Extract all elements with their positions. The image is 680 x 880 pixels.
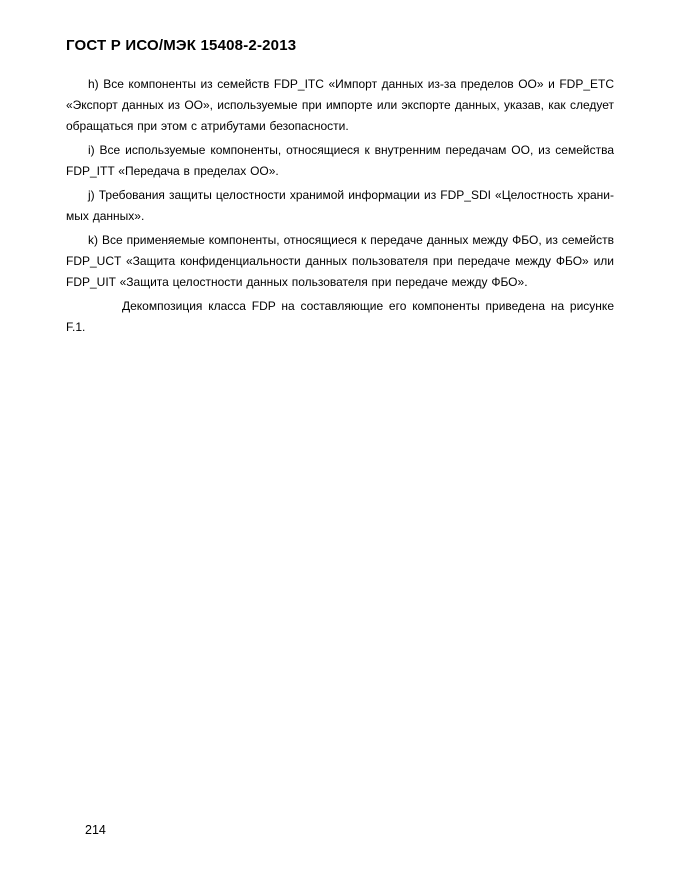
paragraph-decomposition-note: Декомпозиция класса FDP на составляющие его компоненты приведена на рисунке F.1. <box>66 299 614 334</box>
document-title-header: ГОСТ Р ИСО/МЭК 15408-2-2013 <box>66 37 297 54</box>
paragraph-item-h: h) Все компоненты из семейств FDP_ITC «Импорт данных из-за пределов ОО» и FDP_ETC «Экспорт данных из ОО», используемые при импорте или экспорте данных, указав, как следует обращаться при этом с атрибутами безопасности. <box>66 77 614 133</box>
paragraph-item-j: j) Требования защиты целостности хранимой информации из FDP_SDI «Целостность храни-мых данных». <box>66 188 614 223</box>
page-number: 214 <box>85 823 106 837</box>
paragraph-item-i: i) Все используемые компоненты, относящиеся к внутренним передачам ОО, из семейства FDP_ITT «Передача в пределах ОО». <box>66 143 614 178</box>
paragraph-item-k: k) Все применяемые компоненты, относящиеся к передаче данных между ФБО, из семейств FDP_UCT «Защита конфиденциальности данных пользователя при передаче между ФБО» или FDP_UIT «Защита целостности данных пользователя при передаче между ФБО». <box>66 233 614 289</box>
